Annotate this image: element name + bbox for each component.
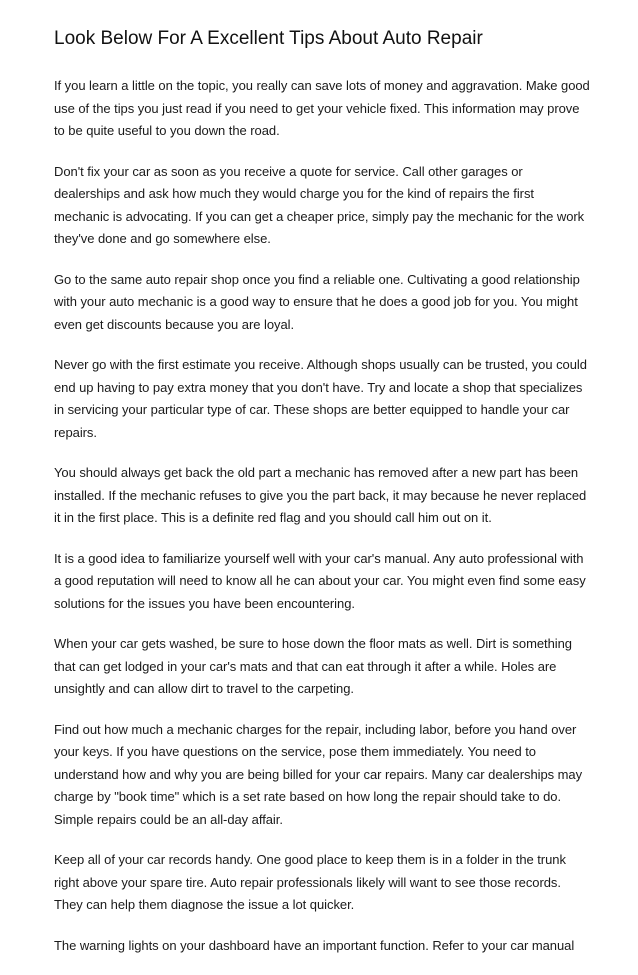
paragraph: Don't fix your car as soon as you receive a quote for service. Call other garages or dealerships and ask how much they would charge you for the kind of repairs the first mechanic is advocating. If you can get a cheaper price, simply pay the mechanic for the work they've done and go somewhere else. [54, 163, 585, 246]
paragraph: Keep all of your car records handy. One good place to keep them is in a folder in the trunk right above your spare tire. Auto repair professionals likely will want to see those records. They can help them diagnose the issue a lot quicker. [54, 852, 566, 912]
paragraph: Find out how much a mechanic charges for the repair, including labor, before you hand over your keys. If you have questions on the service, pose them immediately. You need to understand how and why you are being billed for your car repairs. Many car dealerships may charge by "book time" which is a set rate based on how long the repair should take to do. Simple repairs could be an all-day affair. [54, 721, 583, 827]
paragraph: The warning lights on your dashboard have an important function. Refer to your car manual [54, 937, 575, 953]
paragraph: Go to the same auto repair shop once you find a reliable one. Cultivating a good relationship with your auto mechanic is a good way to ensure that he does a good job for you. You might even get discounts because you are loyal. [54, 271, 580, 332]
paragraph: You should always get back the old part a mechanic has removed after a new part has been installed. If the mechanic refuses to give you the part back, it may because he never replaced it in the first place. This is a definite red flag and you should call him out on it. [54, 465, 587, 525]
paragraph: When your car gets washed, be sure to hose down the floor mats as well. Dirt is something that can get lodged in your car's mats and that can eat through it after a while. Holes are unsightly and can allow dirt to travel to the carpeting. [54, 636, 572, 696]
paragraph: Never go with the first estimate you receive. Although shops usually can be trusted, you could end up having to pay extra money that you don't have. Try and locate a shop that specializes in servicing your particular type of car. These shops are better equipped to handle your car repairs. [54, 357, 587, 440]
page-title: Look Below For A Excellent Tips About Auto Repair [54, 28, 483, 49]
document-page [54, 26, 590, 975]
paragraph: If you learn a little on the topic, you really can save lots of money and aggravation. Make good use of the tips you just read if you need to get your vehicle fixed. This information may prove to be quite useful to you down the road. [54, 78, 590, 138]
paragraph: It is a good idea to familiarize yourself well with your car's manual. Any auto professional with a good reputation will need to know all he can about your car. You might even find some easy solutions for the issues you have been encountering. [54, 550, 586, 611]
